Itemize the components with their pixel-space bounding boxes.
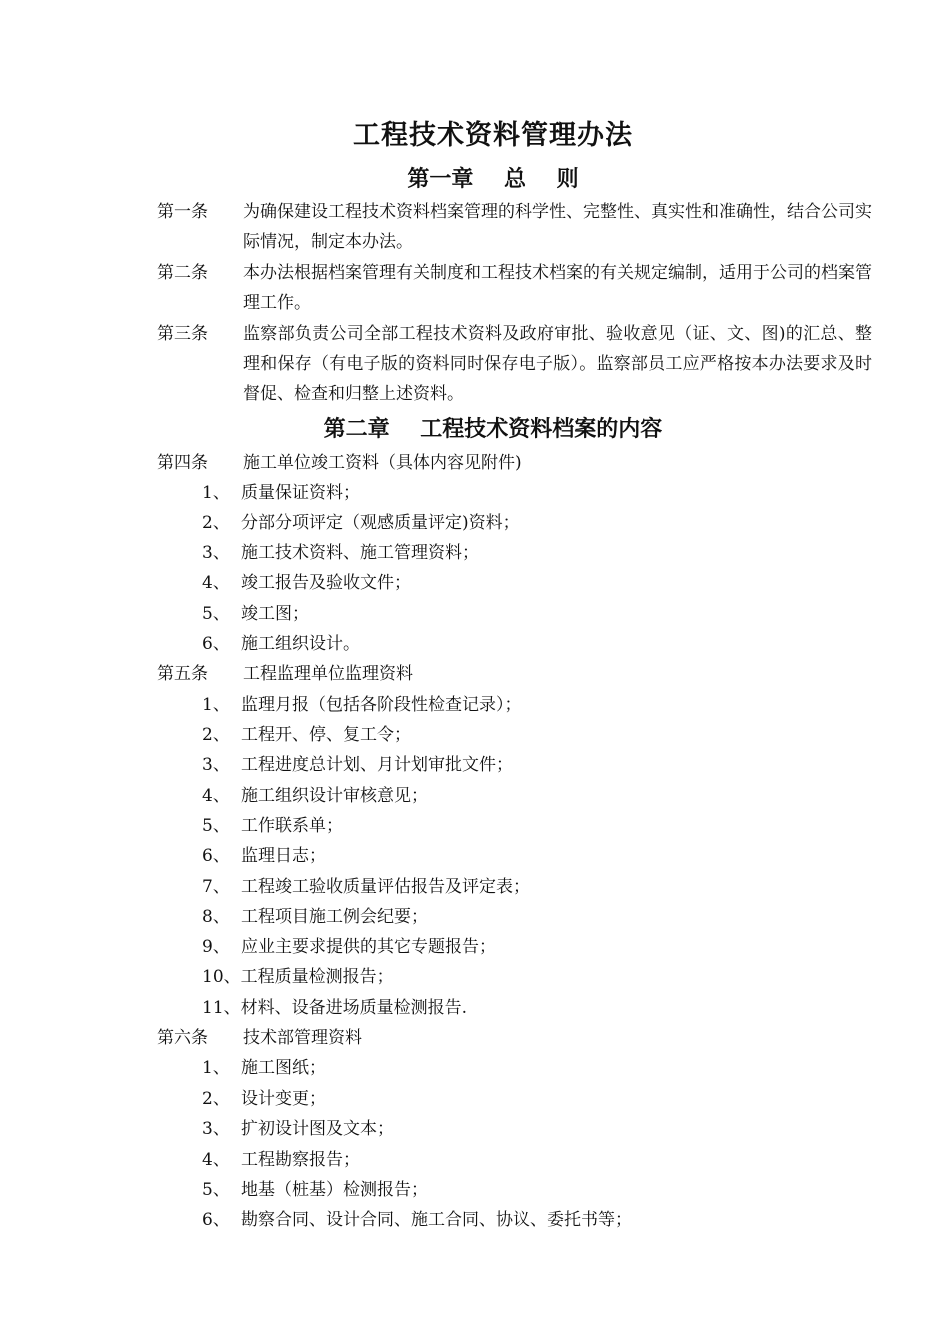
list-item — [202, 1205, 632, 1235]
item-number: 6、 — [202, 634, 230, 654]
list-item — [202, 1084, 326, 1114]
item-text: 地基（桩基）检测报告； — [241, 1180, 428, 1200]
item-text: 工程勘察报告； — [241, 1150, 360, 1170]
item-number: 2、 — [202, 1089, 230, 1109]
list-item — [202, 1145, 360, 1175]
list-item — [202, 1175, 428, 1205]
article-text: 为确保建设工程技术资料档案管理的科学性、完整性、真实性和准确性，结合公司实际情况，制定本办法。 — [243, 202, 872, 252]
item-number: 7、 — [202, 877, 230, 897]
list-item — [202, 750, 513, 780]
list-item — [202, 538, 479, 568]
list-item — [202, 568, 411, 598]
item-number: 5、 — [202, 816, 230, 836]
section-5-heading — [157, 659, 413, 689]
item-number: 8、 — [202, 907, 230, 927]
item-number: 10、 — [202, 967, 241, 987]
item-number: 5、 — [202, 1180, 230, 1200]
list-item — [202, 932, 496, 962]
list-item — [202, 1114, 394, 1144]
item-number: 5、 — [202, 604, 230, 624]
article-number: 第一条 — [157, 202, 208, 222]
article-1 — [157, 197, 872, 257]
article-text: 监察部负责公司全部工程技术资料及政府审批、验收意见（证、文、图)的汇总、整理和保存（有电子版的资料同时保存电子版）。监察部员工应严格按本办法要求及时督促、检查和归整上述资料。 — [243, 324, 872, 404]
list-item — [202, 599, 309, 629]
item-text: 施工组织设计。 — [241, 634, 360, 654]
item-text: 施工组织设计审核意见； — [241, 786, 428, 806]
item-text: 施工图纸； — [241, 1058, 326, 1078]
list-item — [202, 962, 394, 992]
chapter-1-heading: 第一章 总 则 — [407, 166, 579, 192]
list-item — [202, 902, 428, 932]
list-item — [202, 690, 522, 720]
item-text: 工程进度总计划、月计划审批文件； — [241, 755, 513, 775]
article-number: 第三条 — [157, 324, 208, 344]
list-item — [202, 478, 360, 508]
item-text: 应业主要求提供的其它专题报告； — [241, 937, 496, 957]
article-text: 本办法根据档案管理有关制度和工程技术档案的有关规定编制，适用于公司的档案管理工作。 — [243, 263, 872, 313]
section-number: 第四条 — [157, 453, 208, 473]
article-2 — [157, 258, 872, 318]
item-text: 监理月报（包括各阶段性检查记录）； — [241, 695, 522, 715]
item-text: 工程项目施工例会纪要； — [241, 907, 428, 927]
item-text: 竣工图； — [241, 604, 309, 624]
item-text: 分部分项评定（观感质量评定)资料； — [241, 513, 520, 533]
chapter-2-heading: 第二章 工程技术资料档案的内容 — [323, 416, 663, 442]
item-number: 3、 — [202, 1119, 230, 1139]
section-6-heading — [157, 1023, 362, 1053]
article-3 — [157, 319, 872, 409]
item-text: 竣工报告及验收文件； — [241, 573, 411, 593]
item-text: 工程质量检测报告； — [240, 967, 394, 987]
item-number: 3、 — [202, 543, 230, 563]
item-text: 工作联系单； — [241, 816, 343, 836]
section-number: 第六条 — [157, 1028, 208, 1048]
list-item — [202, 993, 467, 1023]
item-number: 6、 — [202, 846, 230, 866]
list-item — [202, 629, 360, 659]
item-text: 工程竣工验收质量评估报告及评定表； — [241, 877, 530, 897]
item-text: 材料、设备进场质量检测报告. — [240, 998, 468, 1018]
item-text: 设计变更； — [241, 1089, 326, 1109]
list-item — [202, 1053, 326, 1083]
list-item — [202, 811, 343, 841]
item-number: 1、 — [202, 483, 230, 503]
list-item — [202, 841, 326, 871]
item-text: 扩初设计图及文本； — [241, 1119, 394, 1139]
article-number: 第二条 — [157, 263, 208, 283]
section-title: 技术部管理资料 — [243, 1028, 362, 1048]
list-item — [202, 720, 411, 750]
item-text: 施工技术资料、施工管理资料； — [241, 543, 479, 563]
item-text: 监理日志； — [241, 846, 326, 866]
item-number: 9、 — [202, 937, 230, 957]
section-4-heading — [157, 448, 522, 478]
document-title: 工程技术资料管理办法 — [353, 120, 633, 151]
item-number: 3、 — [202, 755, 230, 775]
item-number: 2、 — [202, 725, 230, 745]
item-number: 1、 — [202, 695, 230, 715]
item-number: 11、 — [202, 998, 241, 1018]
section-title: 工程监理单位监理资料 — [243, 664, 413, 684]
item-text: 工程开、停、复工令； — [241, 725, 411, 745]
item-number: 4、 — [202, 786, 230, 806]
list-item — [202, 781, 428, 811]
section-title: 施工单位竣工资料（具体内容见附件) — [243, 453, 522, 473]
item-number: 2、 — [202, 513, 230, 533]
section-number: 第五条 — [157, 664, 208, 684]
item-number: 4、 — [202, 1150, 230, 1170]
list-item — [202, 872, 530, 902]
item-number: 6、 — [202, 1210, 230, 1230]
item-number: 4、 — [202, 573, 230, 593]
item-text: 勘察合同、设计合同、施工合同、协议、委托书等； — [241, 1210, 632, 1230]
item-number: 1、 — [202, 1058, 230, 1078]
item-text: 质量保证资料； — [241, 483, 360, 503]
list-item — [202, 508, 520, 538]
